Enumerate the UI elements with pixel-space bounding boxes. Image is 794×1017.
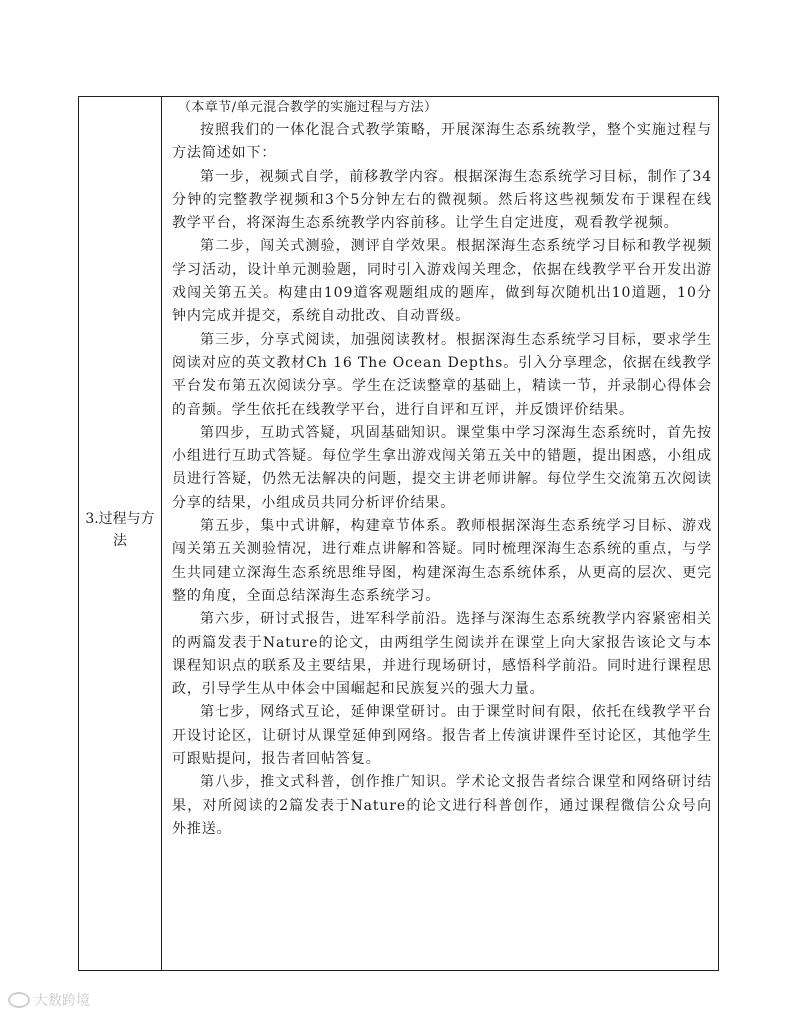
brand-logo-icon — [8, 992, 30, 1008]
paragraph-intro: 按照我们的一体化混合式教学策略，开展深海生态系统教学，整个实施过程与方法简述如下： — [172, 122, 712, 162]
row-label-text: 3.过程与方法 — [85, 511, 155, 549]
row-label — [79, 508, 161, 552]
paragraph-step-7: 第七步，网络式互论，延伸课堂研讨。由于课堂时间有限，依托在线教学平台开设讨论区，让研讨从课堂延伸到网络。报告者上传演讲课件至讨论区，其他学生可跟贴提问，报告者回帖答复。 — [172, 704, 712, 768]
content-table — [78, 96, 719, 971]
paragraph-step-2: 第二步，闯关式测验，测评自学效果。根据深海生态系统学习目标和教学视频学习活动，设计单元测验题，同时引入游戏闯关理念，依据在线教学平台开发出游戏闯关第五关。构建由109道客观题组成的题库，做到每次随机出10道题，10分钟内完成并提交，系统自动批改、自动晋级。 — [172, 238, 712, 325]
content-cell — [172, 97, 712, 841]
paragraph-step-4: 第四步，互助式答疑，巩固基础知识。课堂集中学习深海生态系统时，首先按小组进行互助式答疑。每位学生拿出游戏闯关第五关中的错题，提出困惑，小组成员进行答疑，仍然无法解决的问题，提交主讲老师讲解。每位学生交流第五次阅读分享的结果，小组成员共同分析评价结果。 — [172, 424, 712, 511]
section-subtitle: （本章节/单元混合教学的实施过程与方法） — [178, 100, 438, 115]
paragraph-step-3: 第三步，分享式阅读，加强阅读教材。根据深海生态系统学习目标，要求学生阅读对应的英文教材Ch 16 The Ocean Depths。引入分享理念，依据在线教学平台发布第五次阅读分享。学生在泛读整章的基础上，精读一节，并录制心得体会的音频。学生依托在线教学平台，进行自评和互评，并反馈评价结果。 — [172, 331, 712, 418]
paragraph-step-5: 第五步，集中式讲解，构建章节体系。教师根据深海生态系统学习目标、游戏闯关第五关测验情况，进行难点讲解和答疑。同时梳理深海生态系统的重点，与学生共同建立深海生态系统思维导图，构建深海生态系统体系，从更高的层次、更完整的角度，全面总结深海生态系统学习。 — [172, 518, 712, 604]
watermark-text: 大数跨境 — [34, 993, 90, 1009]
paragraph-step-6: 第六步，研讨式报告，进军科学前沿。选择与深海生态系统教学内容紧密相关的两篇发表于Nature的论文，由两组学生阅读并在课堂上向大家报告该论文与本课程知识点的联系及主要结果，并进行现场研讨，感悟科学前沿。同时进行课程思政，引导学生从中体会中国崛起和民族复兴的强大力量。 — [172, 611, 712, 698]
column-divider — [161, 97, 162, 970]
paragraph-step-8: 第八步，推文式科普，创作推广知识。学术论文报告者综合课堂和网络研讨结果，对所阅读的2篇发表于Nature的论文进行科普创作，通过课程微信公众号向外推送。 — [172, 774, 712, 837]
watermark — [8, 990, 90, 1010]
paragraph-step-1: 第一步，视频式自学，前移教学内容。根据深海生态系统学习目标，制作了34分钟的完整教学视频和3个5分钟左右的微视频。然后将这些视频发布于课程在线教学平台，将深海生态系统教学内容前移。让学生自定进度，观看教学视频。 — [172, 168, 712, 232]
